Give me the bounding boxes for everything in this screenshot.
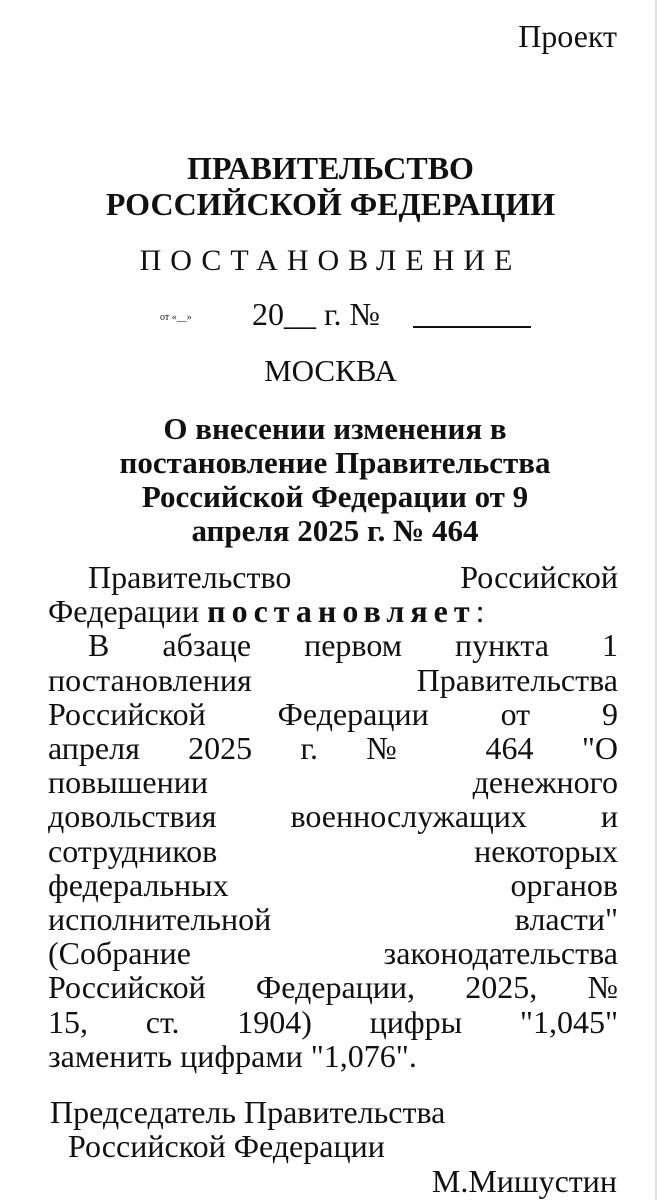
document-body	[48, 560, 618, 1073]
body-line: исполнительной власти"	[48, 901, 618, 938]
signature-line: Российской Федерации	[68, 1128, 385, 1164]
date-year-number: 20__ г. №	[252, 296, 381, 332]
body-line: повышении денежного	[48, 764, 618, 801]
body-line: В абзаце первом пункта 1	[88, 627, 618, 664]
body-line: заменить цифрами "1,076".	[48, 1037, 417, 1074]
body-line: Правительство Российской	[88, 559, 618, 595]
title-line: постановление Правительства	[119, 445, 551, 480]
number-blank	[413, 326, 531, 328]
title-line: апреля 2025 г. № 464	[191, 513, 479, 548]
date-number-line	[0, 296, 661, 336]
title-line: Российской Федерации от 9	[141, 479, 529, 514]
body-line: апреля 2025 г. № 464 "О	[48, 730, 618, 767]
draft-label: Проект	[518, 18, 617, 54]
signatory-name: М.Мишустин	[431, 1163, 617, 1199]
body-line: сотрудников некоторых	[48, 832, 618, 869]
body-line: (Собрание законодательства	[48, 935, 618, 972]
authority-line: РОССИЙСКОЙ ФЕДЕРАЦИИ	[105, 186, 556, 222]
authority-line: ПРАВИТЕЛЬСТВО	[187, 150, 474, 186]
signature-position	[50, 1095, 445, 1163]
body-line: Российской Федерации, 2025, №	[48, 969, 618, 1006]
date-prefix: от «__»	[160, 312, 192, 323]
authority-heading	[0, 150, 661, 222]
body-line: постановления Правительства	[48, 661, 618, 698]
body-line: федеральных органов	[48, 866, 618, 903]
title-line: О внесении изменения в	[163, 411, 507, 446]
document-title	[40, 412, 630, 548]
body-line: 15, ст. 1904) цифры "1,045"	[48, 1003, 618, 1040]
intro-colon: :	[475, 593, 485, 630]
body-line: Российской Федерации от 9	[48, 695, 618, 732]
body-line	[48, 594, 618, 628]
document-type: ПОСТАНОВЛЕНИЕ	[139, 244, 522, 277]
intro-text: Федерации	[48, 593, 208, 630]
signature-line: Председатель Правительства	[50, 1094, 446, 1130]
body-line: довольствия военнослужащих и	[48, 798, 618, 835]
resolves-word: постановляет	[207, 593, 476, 630]
city: МОСКВА	[264, 353, 397, 388]
